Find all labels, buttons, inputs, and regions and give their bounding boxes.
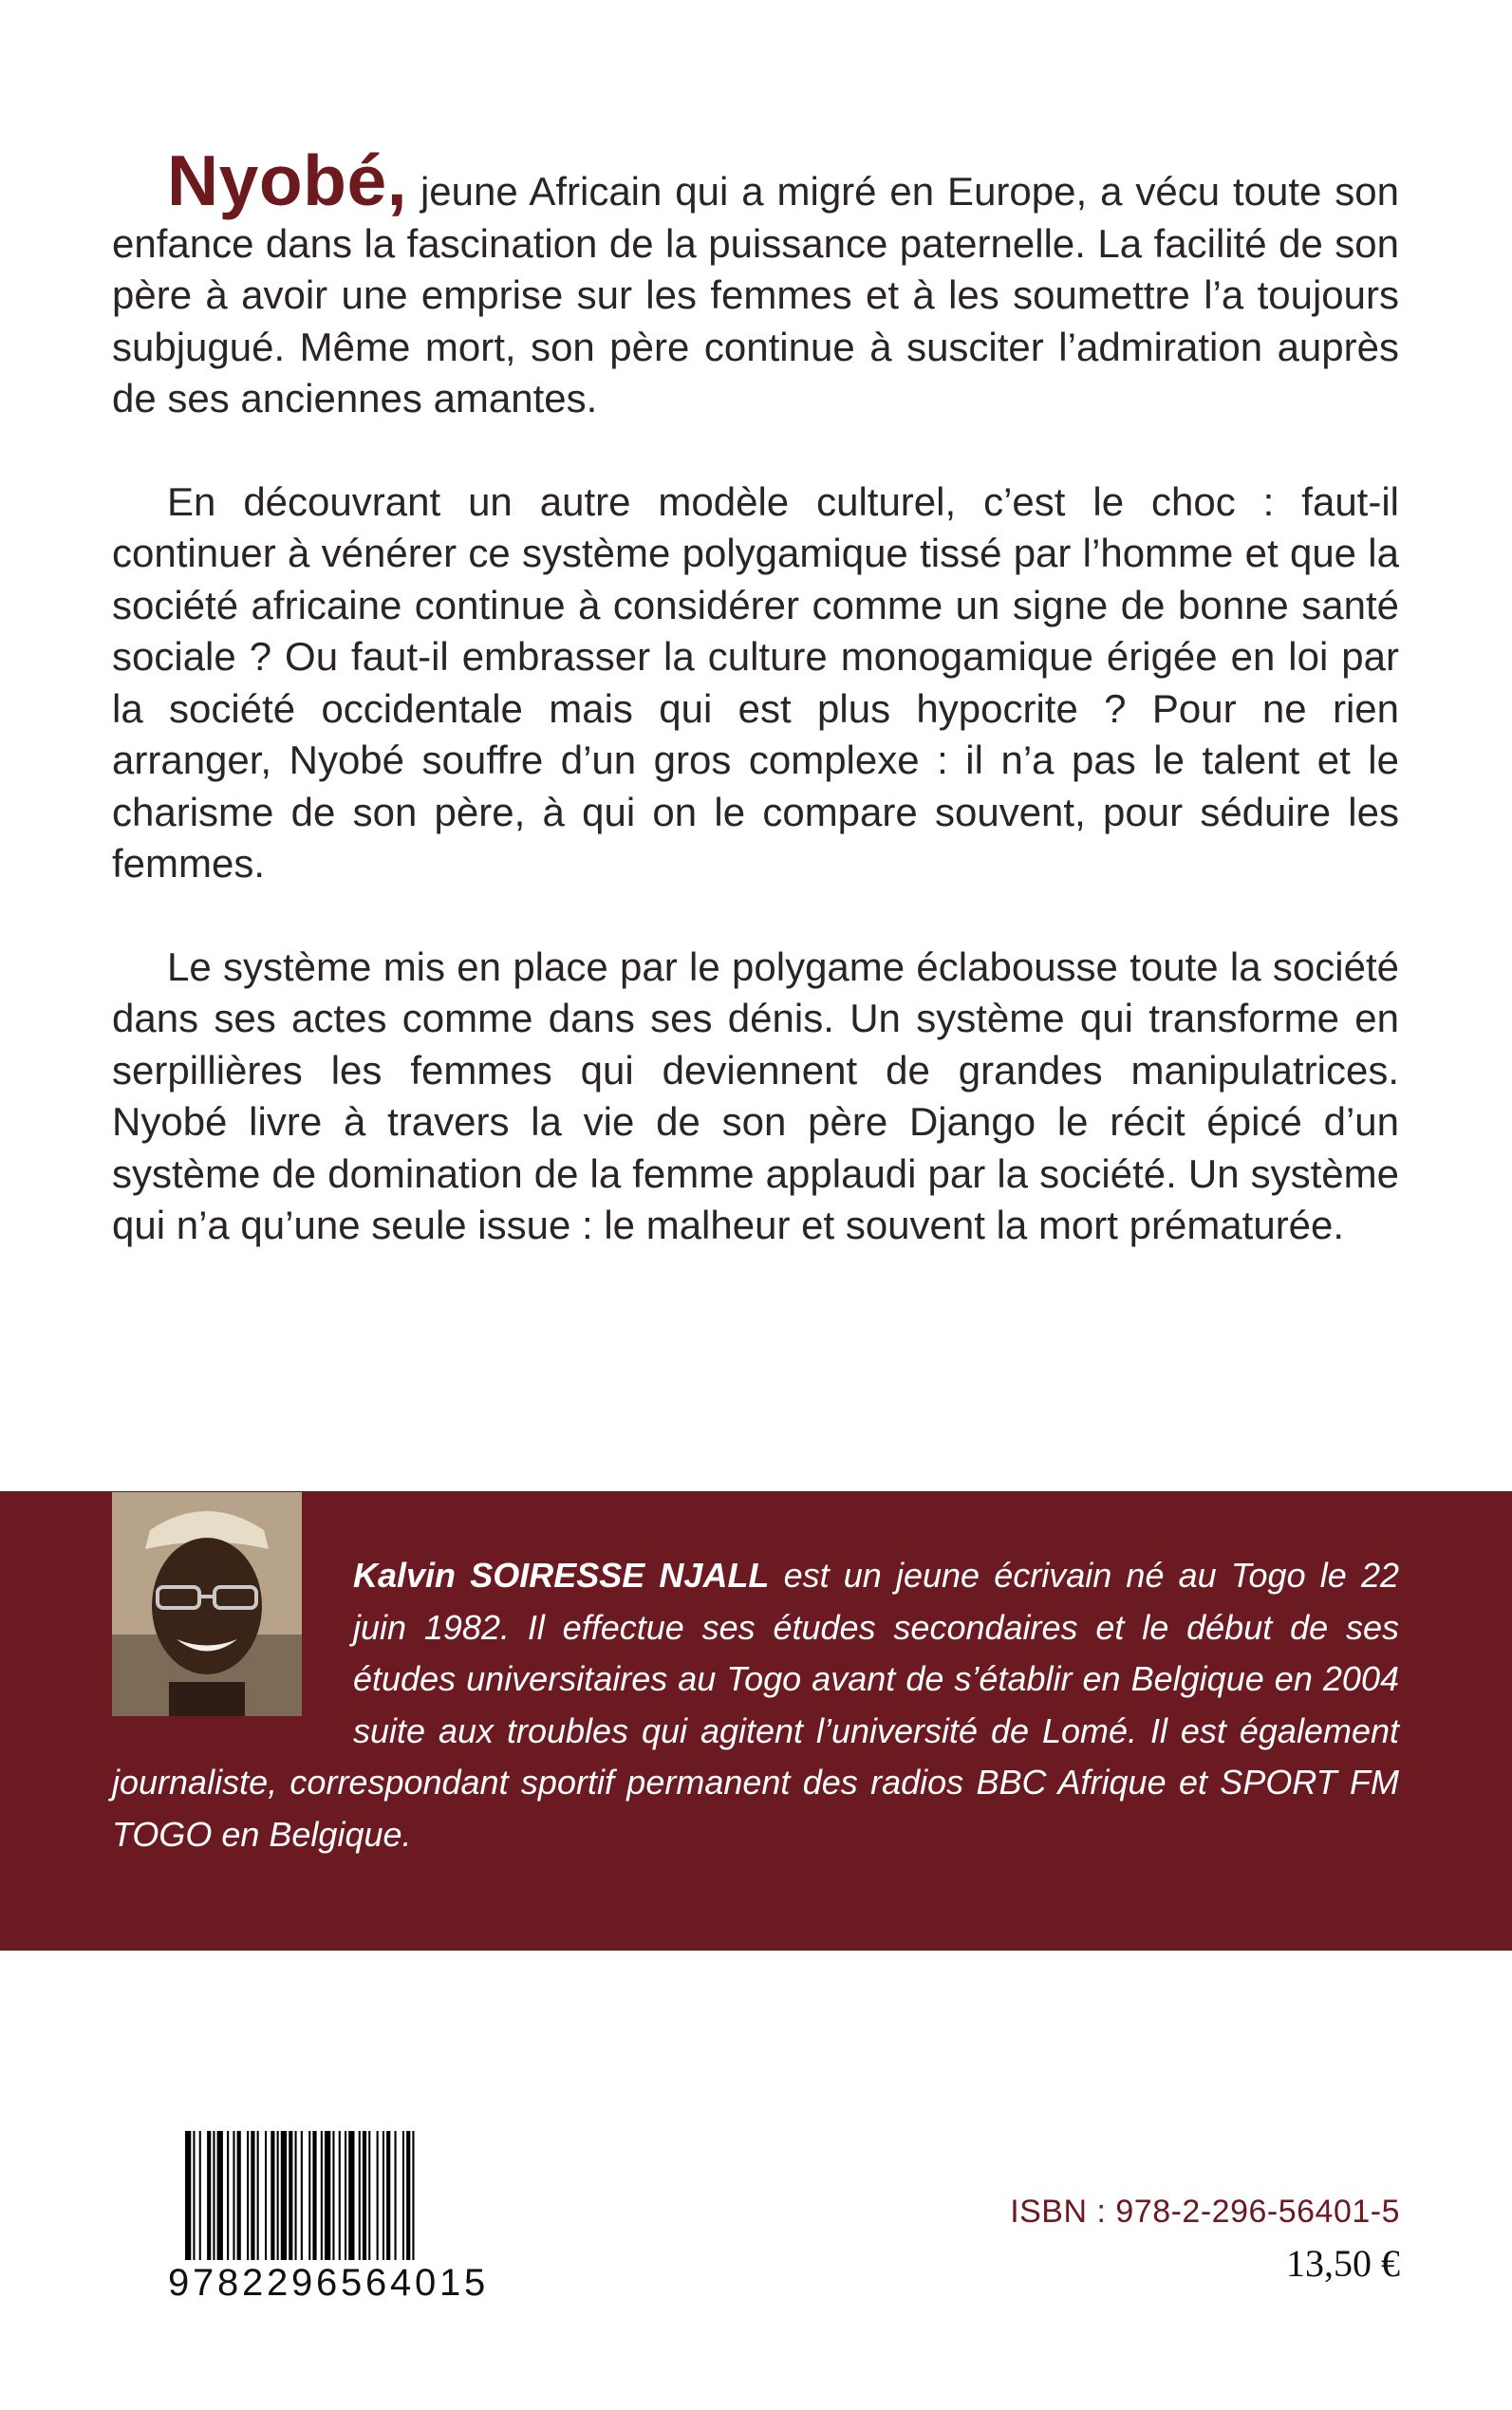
barcode-bar [251, 2131, 254, 2260]
barcode-bar [368, 2131, 370, 2260]
author-name: Kalvin SOIRESSE NJALL [353, 1556, 770, 1595]
barcode-bar [348, 2131, 354, 2260]
barcode-bar [281, 2131, 287, 2260]
barcode-bar [363, 2131, 366, 2260]
barcode-bar [277, 2131, 279, 2260]
barcode-bar [412, 2131, 414, 2260]
barcode-bar [386, 2131, 390, 2260]
barcode-bar [321, 2131, 323, 2260]
barcode-bar [257, 2131, 259, 2260]
barcode-bar [217, 2131, 223, 2260]
barcode-bar [265, 2131, 267, 2260]
barcode-bar [345, 2131, 346, 2260]
barcode-bar [332, 2131, 334, 2260]
paragraph-1-text: jeune Africain qui a migré en Europe, a vécu toute son enfance dans la fascination de la puissance paternelle. La facilité de son père à avoir une emprise sur les femmes et à les soumettre l’a toujours subjugué. Même mort, son père continue à susciter l’admiration auprès de ses anciennes amantes. [112, 169, 1399, 420]
barcode-digit: 7 [193, 2262, 215, 2304]
barcode-bar [308, 2131, 310, 2260]
barcode-bar [383, 2131, 384, 2260]
blurb-paragraph-2: En découvrant un autre modèle culturel, c’est le choc : faut-il continuer à vénérer ce système polygamique tissé par l’homme et que la société africaine continue à considérer comme un signe de bonne santé sociale ? Ou faut-il embrasser la culture monogamique érigée en loi par la société occidentale mais qui est plus hypocrite ? Pour ne rien arranger, Nyobé souffre d’un gros complexe : il n’a pas le talent et le charisme de son père, à qui on le compare souvent, pour séduire les femmes. [112, 478, 1399, 886]
barcode-bar [406, 2131, 410, 2260]
barcode-bar [247, 2131, 249, 2260]
barcode-bar [213, 2131, 215, 2260]
barcode-bar [402, 2131, 404, 2260]
barcode-digit: 0 [415, 2262, 437, 2304]
barcode-bar [325, 2131, 330, 2260]
barcode-digit: 2 [242, 2262, 264, 2304]
barcode-bar [207, 2131, 211, 2260]
barcode-bars [172, 2131, 485, 2260]
barcode-digit: 8 [217, 2262, 239, 2304]
back-cover-blurb [112, 140, 1399, 1252]
blurb-paragraph-3: Le système mis en place par le polygame éclabousse toute la société dans ses actes comme dans ses dénis. Un système qui transforme en serpillières les femmes qui deviennent de grandes manipulatrices. Nyobé livre à travers la vie de son père Django le récit épicé d’un système de domination de la femme applaudi par la société. Un système qui n’a qu’une seule issue : le malheur et souvent la mort prématurée. [112, 943, 1399, 1247]
barcode-bar [359, 2131, 361, 2260]
barcode-bar [233, 2131, 234, 2260]
photo-spacer [112, 1550, 353, 1715]
barcode-digit: 5 [341, 2262, 363, 2304]
barcode-bar [377, 2131, 379, 2260]
barcode-digit: 2 [267, 2262, 289, 2304]
barcode-digits [168, 2254, 486, 2311]
barcode-bar [227, 2131, 229, 2260]
author-bio-text: est un jeune écrivain né au Togo le 22 juin 1982. Il effectue ses études secondaires et le début de ses études universitaires au Togo avant de s’établir en Belgique en 2004 suite aux troubles qui agitent l’université de Lomé. Il est également journaliste, correspondant sportif permanent des radios BBC Afrique et SPORT FM TOGO en Belgique. [112, 1556, 1399, 1854]
barcode-bar [199, 2131, 201, 2260]
barcode-bar [295, 2131, 297, 2260]
barcode-digit: 6 [365, 2262, 387, 2304]
barcode-bar [301, 2131, 303, 2260]
author-bio [112, 1550, 1399, 1860]
barcode-digit: 1 [439, 2262, 461, 2304]
barcode-bar [271, 2131, 274, 2260]
barcode-digit: 9 [291, 2262, 313, 2304]
lead-word: Nyobé, [167, 140, 408, 220]
barcode [168, 2131, 486, 2321]
barcode-bar [185, 2131, 191, 2260]
barcode-bar [237, 2131, 241, 2260]
price-label: 13,50 € [1286, 2242, 1400, 2285]
barcode-digit: 5 [464, 2262, 486, 2304]
barcode-digit: 6 [316, 2262, 338, 2304]
barcode-digit: 4 [390, 2262, 412, 2304]
barcode-bar [193, 2131, 195, 2260]
barcode-bar [289, 2131, 292, 2260]
barcode-digit: 9 [168, 2262, 190, 2304]
blurb-paragraph-1 [112, 140, 1399, 425]
isbn-label: ISBN : 978-2-296-56401-5 [1010, 2194, 1400, 2230]
barcode-bar [395, 2131, 397, 2260]
barcode-bar [312, 2131, 316, 2260]
barcode-bar [339, 2131, 341, 2260]
